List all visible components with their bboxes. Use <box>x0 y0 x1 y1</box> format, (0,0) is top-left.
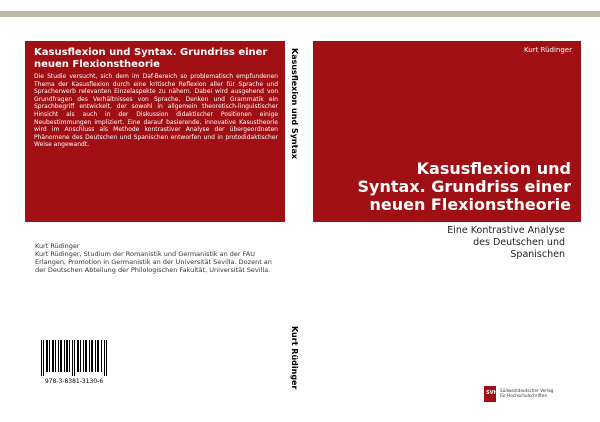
spine-title: Kasusflexion und Syntax <box>290 48 299 160</box>
spine-author: Kurt Rüdinger <box>290 326 299 390</box>
publisher-line-1: Südwestdeutscher Verlag <box>500 388 554 393</box>
barcode-icon <box>38 338 110 378</box>
author-name: Kurt Rüdinger <box>35 242 80 250</box>
back-description: Die Studie versucht, sich dem im Daf-Bereich so problematisch empfundenen Thema der Kasusflexion durch eine kritische Reflexion aller für Sprache und Spracherwerb relevanten Einzelaspekte zu nähern. Dabei wird ausgehend von Grundfragen des Verhältnisses von Sprache, Denken und Grammatik ein Sprachbegriff entwickelt, der sowohl in allgemein theoretisch-linguistischer Hinsicht als auch in der Diskussion didaktischer Positionen einige Neubestimmungen impliziert. Eine darauf basierende, innovative Kasustheorie wird im Anschluss als Methode kontrastiver Analyse der übergeordneten Phänomene des Deutschen und Spanischen entworfen und in protodidaktischer Weise angewandt. <box>34 73 278 149</box>
isbn: 978-3-8381-3130-6 <box>44 378 104 385</box>
barcode <box>38 338 110 390</box>
publisher-name <box>500 388 553 398</box>
publisher-logo-text: SVH <box>486 390 498 396</box>
back-title: Kasusflexion und Syntax. Grundriss einer neuen Flexionstheorie <box>34 47 268 70</box>
front-subtitle: Eine Kontrastive Analyse des Deutschen und Spanischen <box>447 225 565 260</box>
publisher-line-2: für Hochschulschriften <box>500 393 548 398</box>
front-title: Kasusflexion und Syntax. Grundriss einer neuen Flexionstheorie <box>357 159 571 214</box>
about-author <box>35 242 273 274</box>
top-band <box>0 11 600 17</box>
author-bio: Kurt Rüdinger, Studium der Romanistik und Germanistik an der FAU Erlangen, Promotion in Germanistik an der Universität Sevilla. Dozent an der Deutschen Abteilung der Philologischen Fakultät, Universität Sevilla. <box>35 250 272 274</box>
front-author: Kurt Rüdinger <box>524 46 572 54</box>
